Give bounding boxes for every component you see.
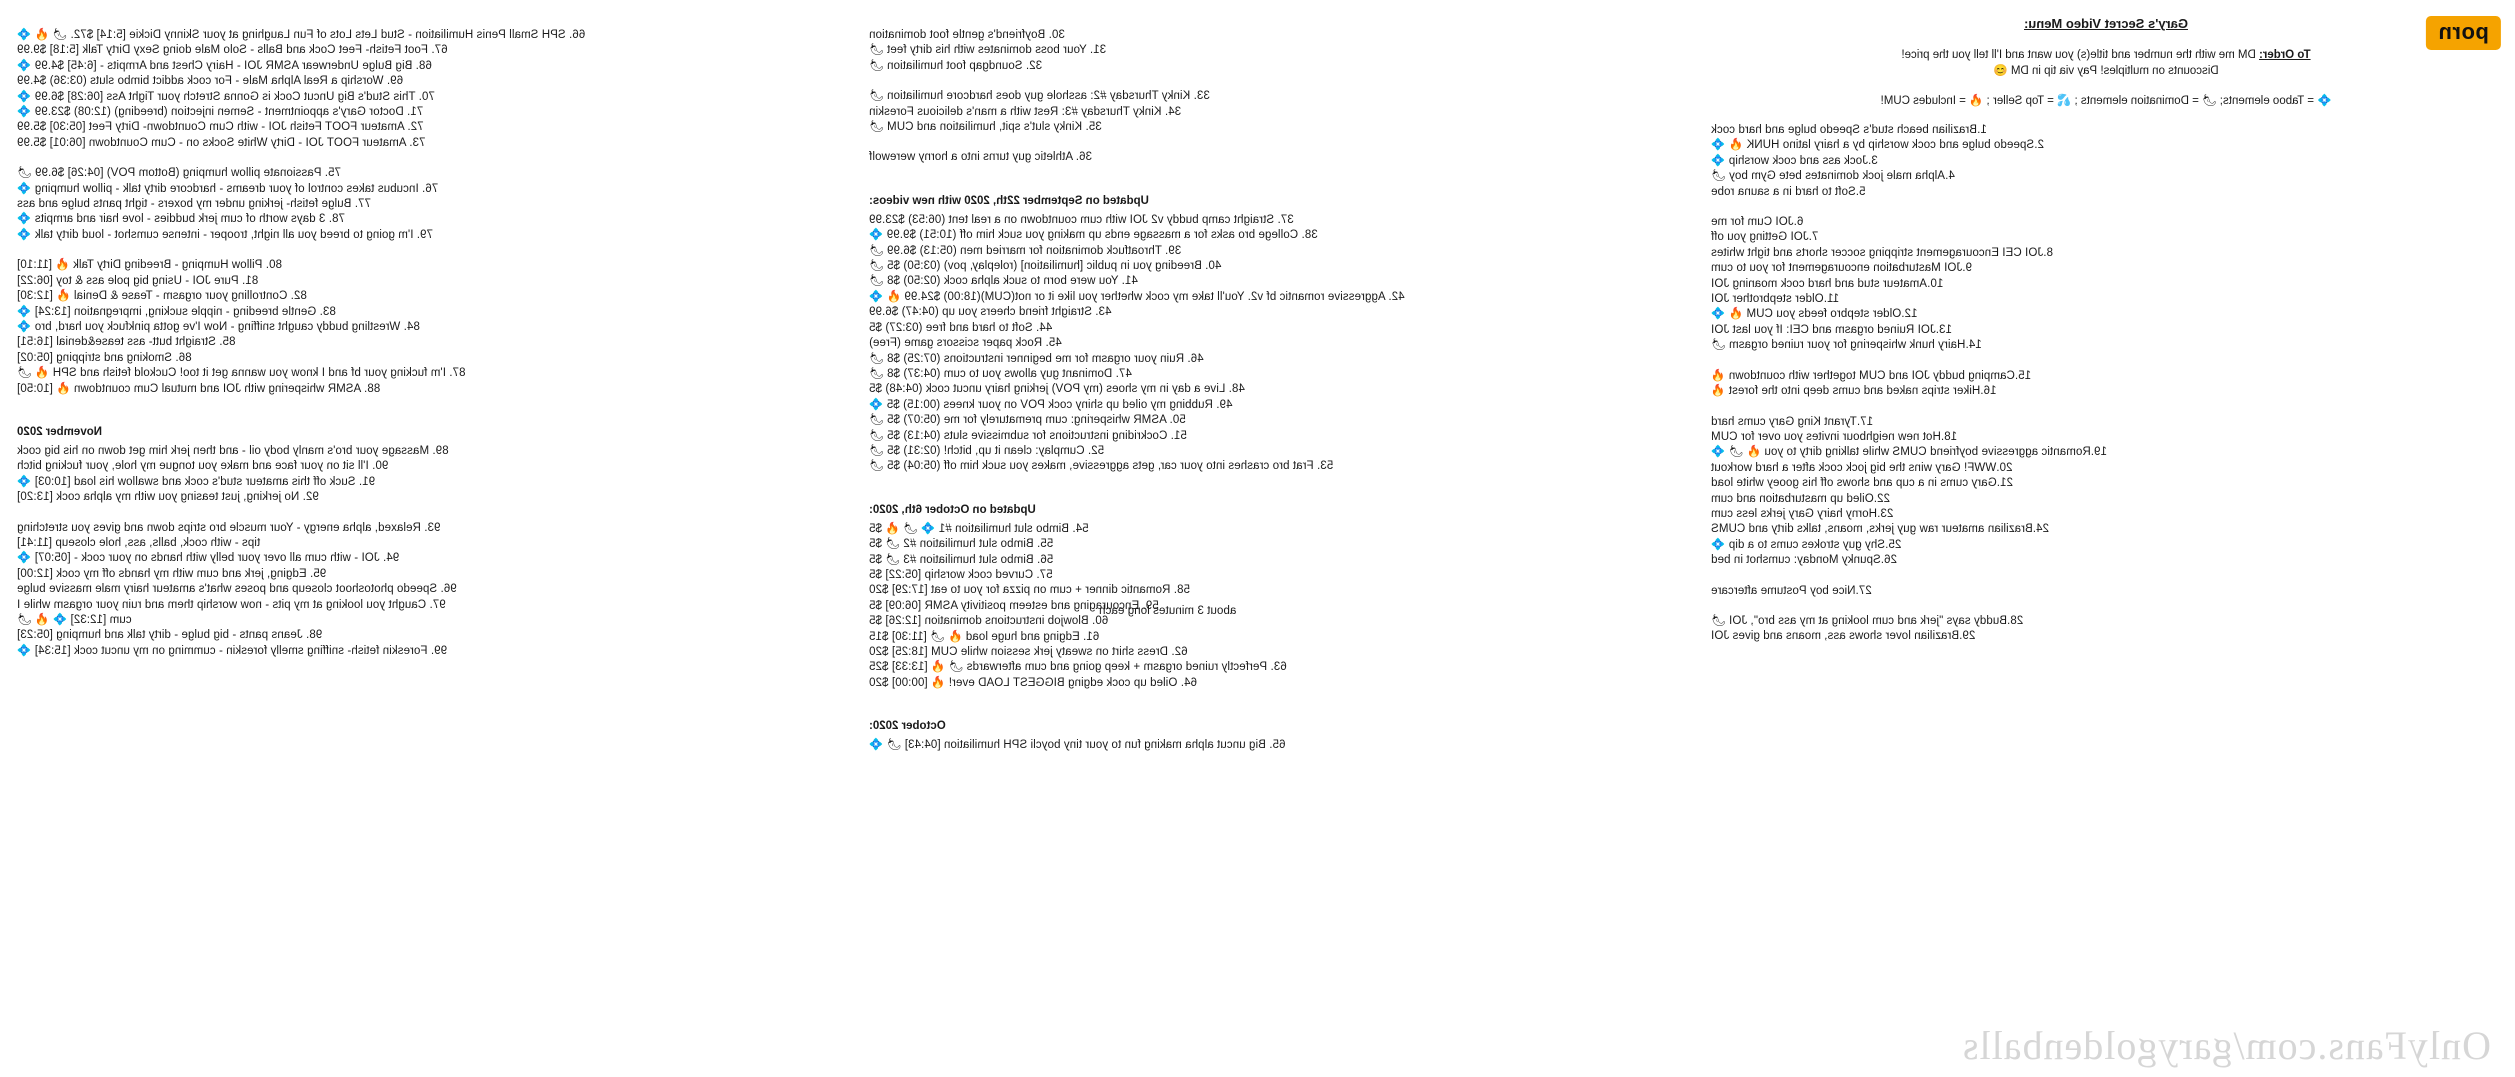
list-item: 87. I'm fucking your bf and I know you wanna get it too! Cuckold fetish and SPH 🔥 🌶 xyxy=(17,367,466,380)
list-spacer xyxy=(869,475,1689,490)
list-item: 1.Brazilian beach stud's Speedo bulge and hard cock xyxy=(1711,124,1987,136)
list-item: 28.Buddy says "jerk and cum looking at my ass bro", JOI 🌶 xyxy=(1711,614,2024,627)
list-item: 7.JOI Getting you off xyxy=(1711,231,1819,244)
list-item: 61. Edging and huge load 🔥 🌶 [11:30] $15 xyxy=(869,630,1100,643)
list-item: 64. Oiled up cock edging BIGGEST LOAD ever! 🔥 [00:00] $20 xyxy=(869,676,1197,689)
list-item: 35. Kinky slut's spit, humiliation and CUM 🌶 xyxy=(869,121,1102,134)
list-item: 58. Romantic dinner + cum on pizza for you to eat [17:29] $20 xyxy=(869,584,1190,597)
list-item: 13.JOI Ruined orgasm and CEI: If you last JOI xyxy=(1711,323,1952,336)
list-item: 41. You were born to suck alpha cock (02:50) $8 🌶 xyxy=(869,275,1138,288)
list-item: 56. Bimbo slut humiliation #3 🌶 $5 xyxy=(869,553,1054,566)
list-item: 26.Spunky Monday: cumshot in bed xyxy=(1711,554,1898,567)
column-right xyxy=(17,10,847,1077)
column-middle xyxy=(869,10,1689,1077)
list-spacer xyxy=(17,243,847,258)
list-item: 25.Shy guy strokes cums to a dip 💠 xyxy=(1711,538,1902,551)
list-item: 52. Cumplay: clean it up, bitch! (02:31) $5 🌶 xyxy=(869,444,1105,457)
list-item: 2.Speedo bulge and cock worship by a hairy latino HUNK 🔥 💠 xyxy=(1711,139,2044,152)
list-item: 3.Jock ass and cock worship 💠 xyxy=(1711,154,1878,167)
list-item: 43. Straight friend cheers you up (04:47) $6.99 xyxy=(869,306,1112,319)
list-item: 86. Smoking and stripping [05:02] xyxy=(17,351,192,364)
list-item: 88. ASMR whispering with JOI and mutual Cum countdown 🔥 [10:50] xyxy=(17,382,381,395)
list-item: 93. Relaxed, alpha energy - Your muscle bro strips down and gives you stretching xyxy=(17,521,441,534)
list-item: 10.Amateur stud and hard cock moaning JOI xyxy=(1711,277,1944,290)
list-item: 9.JOI Masturbation encouragement for you to cum xyxy=(1711,262,1973,275)
list-item: 17.Tyrant King Gary cums hard xyxy=(1711,415,1874,428)
list-item: 30. Boyfriend's gentle foot domination xyxy=(869,29,1065,41)
list-item: 99. Foreskin fetish- sniffing smelly foreskin - cumming on my uncut cock [15:34] 💠 xyxy=(17,644,448,657)
menu-title: Gary's Secret Video Menu: xyxy=(2024,16,2188,31)
list-item: 44. Soft to hard and free (03:27) $5 xyxy=(869,321,1053,334)
list-item: 50. ASMR whispering: cum prematurely for me (05:07) $5 🌶 xyxy=(869,414,1186,427)
list-spacer xyxy=(1711,569,2501,584)
list-spacer xyxy=(17,397,847,412)
list-spacer xyxy=(17,151,847,166)
list-spacer xyxy=(869,135,1689,150)
list-item: 98. Jeans pants - big bulge - dirty talk and humping [05:23] xyxy=(17,629,323,642)
list-item: 96. Speedo photoshoot closeup and poses what's amateur hairy male massive bulge xyxy=(17,583,457,596)
section-heading: Updated on October 6th, 2020: xyxy=(869,503,1036,516)
list-item: 15.Camping buddy JOI and CUM together with countdown 🔥 xyxy=(1711,369,2032,382)
list-spacer xyxy=(1711,200,2501,215)
list-item: tips - with cock, balls, ass, hole closeup [11:41] xyxy=(17,536,261,549)
list-item: 84. Wrestling buddy caught sniffing - Now I've gotta pinkfuck you hard, bro 💠 xyxy=(17,320,420,333)
column-video-menu xyxy=(1711,10,2501,1077)
list-item: 71. Doctor Gary's appointment - Semen injection (breeding) (12:08) $23.99 💠 xyxy=(17,106,424,119)
list-item: 22.Oiled up masturbation and cum xyxy=(1711,492,1890,505)
list-item: 85. Straight butt- ass tease&denial [16:51] xyxy=(17,336,236,349)
order-text: DM me with the number and title(s) you want and I'll tell you the price! xyxy=(1901,49,2260,61)
order-label: To Order: xyxy=(2259,49,2311,61)
list-item: 75. Passionate pillow humping (Bottom POV) [04:26] $6.99 🌶 xyxy=(17,167,342,180)
list-item: 34. Kinky Thursday #3: Rest with a man's delicious Foreskin xyxy=(869,105,1182,118)
list-item: 69. Worship a Real Alpha Male - For cock addict bimbo sluts (03:36) $4.99 xyxy=(17,75,404,88)
list-item: 12.Older stepbro feeds you CUM 🔥 💠 xyxy=(1711,308,1918,321)
list-item: cum [12:32] 💠 🔥 🌶 xyxy=(17,614,132,626)
list-item: 33. Kinky Thursday #2: asshole guy does hardcore humiliation 🌶 xyxy=(869,90,1210,103)
list-item: 51. Cockriding instructions for submissive sluts (04:13) $5 🌶 xyxy=(869,429,1187,442)
list-item: 21.Gary cums in a cup and shows off his gooey white load xyxy=(1711,477,2013,490)
menu-list-col3 xyxy=(1711,123,2501,645)
list-item: 62. Dress shirt on sweaty jerk session while CUM [18:25] $20 xyxy=(869,646,1188,658)
list-item: 4.Alpha male jock dominates bete Gym boy 🌶 xyxy=(1711,170,1955,183)
list-item: 53. Frat bro crashes into your car, gets aggressive, makes you suck him off (05:04) $5 🌶 xyxy=(869,460,1334,473)
list-item: 19.Romantic aggressive boyfriend CUMS while talking dirty to you 🔥 🌶 💠 xyxy=(1711,446,2108,459)
list-item: 82. Controlling your orgasm - Tease & Denial 🔥 [12:30] xyxy=(17,290,307,303)
list-item: 5.Soft to hard in a sauna robe xyxy=(1711,185,1866,198)
list-item: 79. I'm going to breed you all night, trooper - intense cumshot - loud dirty talk 💠 xyxy=(17,228,434,241)
list-item: 81. Pure JOI - Using big pole ass & toy [06:22] xyxy=(17,274,259,287)
list-item: 48. Live a day in my shoes (my POV) jerking hairy uncut cock (04:48) $5 xyxy=(869,383,1245,396)
porn-badge: porn xyxy=(2426,16,2501,50)
list-item: 24.Brazilian amateur raw guy jerks, moans, talks dirty and CUMS xyxy=(1711,523,2050,536)
list-item: 18.Hot new neighbour invites you over for CUM xyxy=(1711,430,1958,443)
list-item: 39. Throatfuck domination for married men (05:13) $6.99 🌶 xyxy=(869,244,1182,257)
list-item: 70. This Stud's Big Uncut Cock is Gonna Stretch your Tight Ass [06:28] $6.99 💠 xyxy=(17,90,435,103)
list-item: 57. Curved cock worship [05:22] $5 xyxy=(869,568,1053,581)
list-item: 77. Bulge fetish- jerking under my boxers - tight pants bulge and ass xyxy=(17,198,372,211)
list-item: 60. Blowjob instructions domination [12:26] $5 xyxy=(869,615,1109,628)
list-item: 14.Hairy hunk whispering for your ruined orgasm 🌶 xyxy=(1711,339,1982,352)
list-spacer xyxy=(1711,354,2501,369)
list-item: 91. Suck off this amateur stud's cock and swallow his load [10:03] 💠 xyxy=(17,475,376,488)
list-item: 16.Hiker strips naked and cums deep into the forest 🔥 xyxy=(1711,385,1997,398)
list-item: 11.Older stepbrother JOI xyxy=(1711,293,1840,306)
section-heading: October 2020: xyxy=(869,720,946,733)
list-item: 89. Massage your bro's manly body oil - and then jerk him get down on his big cock xyxy=(17,444,449,457)
list-item: 54. Bimbo slut humiliation #1 💠 🌶 🔥 $5 xyxy=(869,522,1089,535)
list-spacer xyxy=(869,691,1689,706)
list-item: 90. I'll sit on your face and make you tongue my hole, your fucking bitch xyxy=(17,460,389,473)
list-item: 49. Rubbing my oiled up shiny cock POV on your knees (00:15) $5 💠 xyxy=(869,398,1233,411)
list-item: 97. Caught you looking at my pits - now worship them and ruin your orgasm while I xyxy=(17,598,446,611)
list-spacer xyxy=(1711,599,2501,614)
discount-text: Discounts on multiples! Pay via tip in DM 😊 xyxy=(1993,65,2219,77)
list-item: 92. No jerking, just teasing you with my alpha cock [13:20] xyxy=(17,491,319,504)
list-item: 63. Perfectly ruined orgasm + keep going and cum afterwards 🌶 🔥 [13:33] $25 xyxy=(869,661,1287,674)
list-item: 37. Straight camp buddy v2 JOI with cum countdown on a real tent (06:53) $23.99 xyxy=(869,213,1294,226)
menu-list-col2 xyxy=(869,28,1689,754)
list-item: 40. Breeding you in public [humiliation] (roleplay, pov) (03:50) $5 🌶 xyxy=(869,260,1222,273)
section-heading: November 2020 xyxy=(17,425,103,438)
list-item: 65. Big uncut alpha making fun to your tiny boycli SPH humiliation [04:43] 🌶 💠 xyxy=(869,739,1286,752)
list-item: 66. SPH Small Penis Humiliation - Stud Lets Lots of Fun Laughing at your Skinny Dickie [5:14] $72. 🌶 🔥 💠 xyxy=(17,29,586,41)
list-item: 67. Foot Fetish- Feet Cock and Balls - Solo Male doing Sexy Dirty Talk [5:18] $9.99 xyxy=(17,44,448,57)
list-item: 78. 3 days worth of cum jerk buddies - love hair and armpits 💠 xyxy=(17,213,345,226)
list-item: 36. Athletic guy turns into a horny werewolf xyxy=(869,151,1093,164)
list-item: 55. Bimbo slut humiliation #2 🌶 $5 xyxy=(869,538,1054,551)
list-item: 95. Edging, jerk and cum with my hands off my cock [12:00] xyxy=(17,567,327,580)
list-item: 45. Rock paper scissors game (Free) xyxy=(869,337,1062,350)
list-item: 20.WWF! Gary wins the big jock cock after a hard workout xyxy=(1711,461,2013,474)
list-item: 23.Horny hairy Gary jerks less cum xyxy=(1711,507,1894,520)
list-spacer xyxy=(1711,400,2501,415)
watermark: OnlyFans.com/garygoldenballs xyxy=(1961,1023,2491,1068)
order-instructions xyxy=(1711,47,2501,63)
list-item: 27.Nice boy Postume aftercare xyxy=(1711,584,1872,597)
list-item: 94. JOI - with cum all over your belly with hands on your cock - [05:07] 💠 xyxy=(17,552,400,565)
list-item: 59. Encouraging and esteem positivity ASMR [06:09] $5 xyxy=(869,599,1159,612)
legend-line: 💠 = Taboo elements; 🌶 = Domination elements ; 💦 = Top Seller ; 🔥 = Includes CUM! xyxy=(1880,95,2332,107)
list-item: 46. Ruin your orgasm for me beginner instructions (07:25) $8 🌶 xyxy=(869,352,1204,365)
list-item: 73. Amateur FOOT JOI - Dirty White Socks on - Cum Countdown [06:01] $5.99 xyxy=(17,136,426,149)
list-item: 42. Aggressive romantic bf v2. You'll take my cock whether you like it or not(CUM)(18:00) $24.99 🔥 💠 xyxy=(869,290,1405,303)
list-spacer xyxy=(869,74,1689,89)
menu-list-col1 xyxy=(17,28,847,659)
list-item: 8.JOI CEI Encouragement stripping soccer shorts and tight whites xyxy=(1711,246,2053,259)
list-item: 32. Soundgap foot humiliation 🌶 xyxy=(869,59,1043,72)
list-item: 80. Pillow Humping - Breeding Dirty Talk 🔥 [11:10] xyxy=(17,259,282,272)
col2-side-note: about 3 minutes long each xyxy=(1099,604,1237,617)
list-item: 83. Gentle breeding - nipple sucking, impregnation [13:24] 💠 xyxy=(17,305,336,318)
list-spacer xyxy=(17,506,847,521)
list-item: 31. Your boss dominates with his dirty feet 🌶 xyxy=(869,44,1107,57)
list-item: 76. Incubus takes control of your dreams - hardcore dirty talk - pillow humping 💠 xyxy=(17,182,439,195)
list-item: 6.JOI Cum for me xyxy=(1711,216,1804,229)
list-item: 47. Dominant guy allows you to cum (04:37) $8 🌶 xyxy=(869,367,1132,380)
list-item: 38. College bro asks for a massage ends up making you suck him off (10:51) $9.99 💠 xyxy=(869,229,1318,242)
section-heading: Updated on September 22th, 2020 with new videos: xyxy=(869,194,1149,207)
list-item: 29.Brazilian lover shows ass, moans and gives JOI xyxy=(1711,630,1976,643)
list-spacer xyxy=(869,166,1689,181)
list-item: 72. Amateur FOOT Fetish JOI - with Cum Countdown- Dirty Feet [05:30] $5.99 xyxy=(17,121,424,134)
list-item: 68. Big Bulge Underwear ASMR JOI - Hairy Chest and Armpits - [6:45] $4.99 💠 xyxy=(17,59,432,72)
